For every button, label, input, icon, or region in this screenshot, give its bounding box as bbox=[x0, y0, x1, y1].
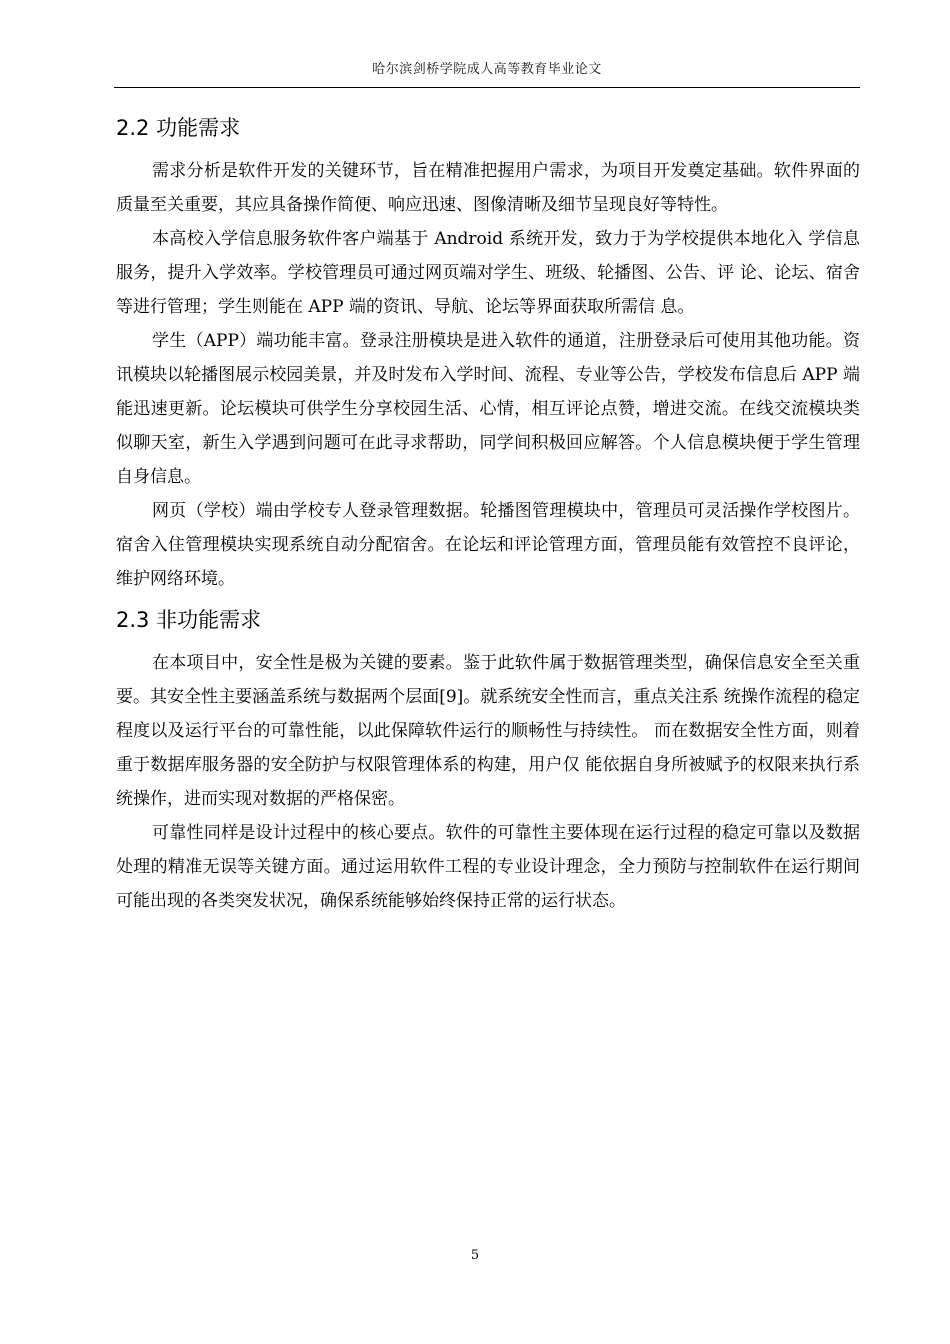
paragraph: 在本项目中，安全性是极为关键的要素。鉴于此软件属于数据管理类型，确保信息安全至关重要。其安全性主要涵盖系统与数据两个层面[9]。就系统安全性而言，重点关注系 统操作流程的稳定程度以及运行平台的可靠性能，以此保障软件运行的顺畅性与持续性。 而在数据安全性方面，则着重于数据库服务器的安全防护与权限管理体系的构建，用户仅 能依据自身所被赋予的权限来执行系统操作，进而实现对数据的严格保密。 bbox=[116, 653, 860, 809]
paragraph: 需求分析是软件开发的关键环节，旨在精准把握用户需求，为项目开发奠定基础。软件界面的质量至关重要，其应具备操作简便、响应迅速、图像清晰及细节呈现良好等特性。 bbox=[116, 161, 860, 215]
section-heading-2-2: 2.2 功能需求 bbox=[116, 116, 241, 140]
running-header: 哈尔滨剑桥学院成人高等教育毕业论文 bbox=[372, 62, 602, 77]
paragraph: 学生（APP）端功能丰富。登录注册模块是进入软件的通道，注册登录后可使用其他功能。资讯模块以轮播图展示校园美景，并及时发布入学时间、流程、专业等公告，学校发布信息后 APP 端能迅速更新。论坛模块可供学生分享校园生活、心情，相互评论点赞，增进交流。在线交流模块类似聊天室，新生入学遇到问题可在此寻求帮助，同学间积极回应解答。个人信息模块便于学生管理自身信息。 bbox=[116, 331, 860, 487]
header-rule bbox=[114, 87, 860, 88]
paragraph: 本高校入学信息服务软件客户端基于 Android 系统开发，致力于为学校提供本地化入 学信息服务，提升入学效率。学校管理员可通过网页端对学生、班级、轮播图、公告、评 论、论坛、宿舍等进行管理；学生则能在 APP 端的资讯、导航、论坛等界面获取所需信 息。 bbox=[116, 229, 860, 317]
paragraph: 网页（学校）端由学校专人登录管理数据。轮播图管理模块中，管理员可灵活操作学校图片。宿舍入住管理模块实现系统自动分配宿舍。在论坛和评论管理方面，管理员能有效管控不良评论，维护网络环境。 bbox=[116, 501, 860, 589]
page-number: 5 bbox=[470, 1248, 480, 1263]
section-heading-2-3: 2.3 非功能需求 bbox=[116, 608, 262, 632]
paragraph: 可靠性同样是设计过程中的核心要点。软件的可靠性主要体现在运行过程的稳定可靠以及数据处理的精准无误等关键方面。通过运用软件工程的专业设计理念，全力预防与控制软件在运行期间可能出现的各类突发状况，确保系统能够始终保持正常的运行状态。 bbox=[116, 823, 860, 911]
page-body bbox=[116, 118, 860, 918]
